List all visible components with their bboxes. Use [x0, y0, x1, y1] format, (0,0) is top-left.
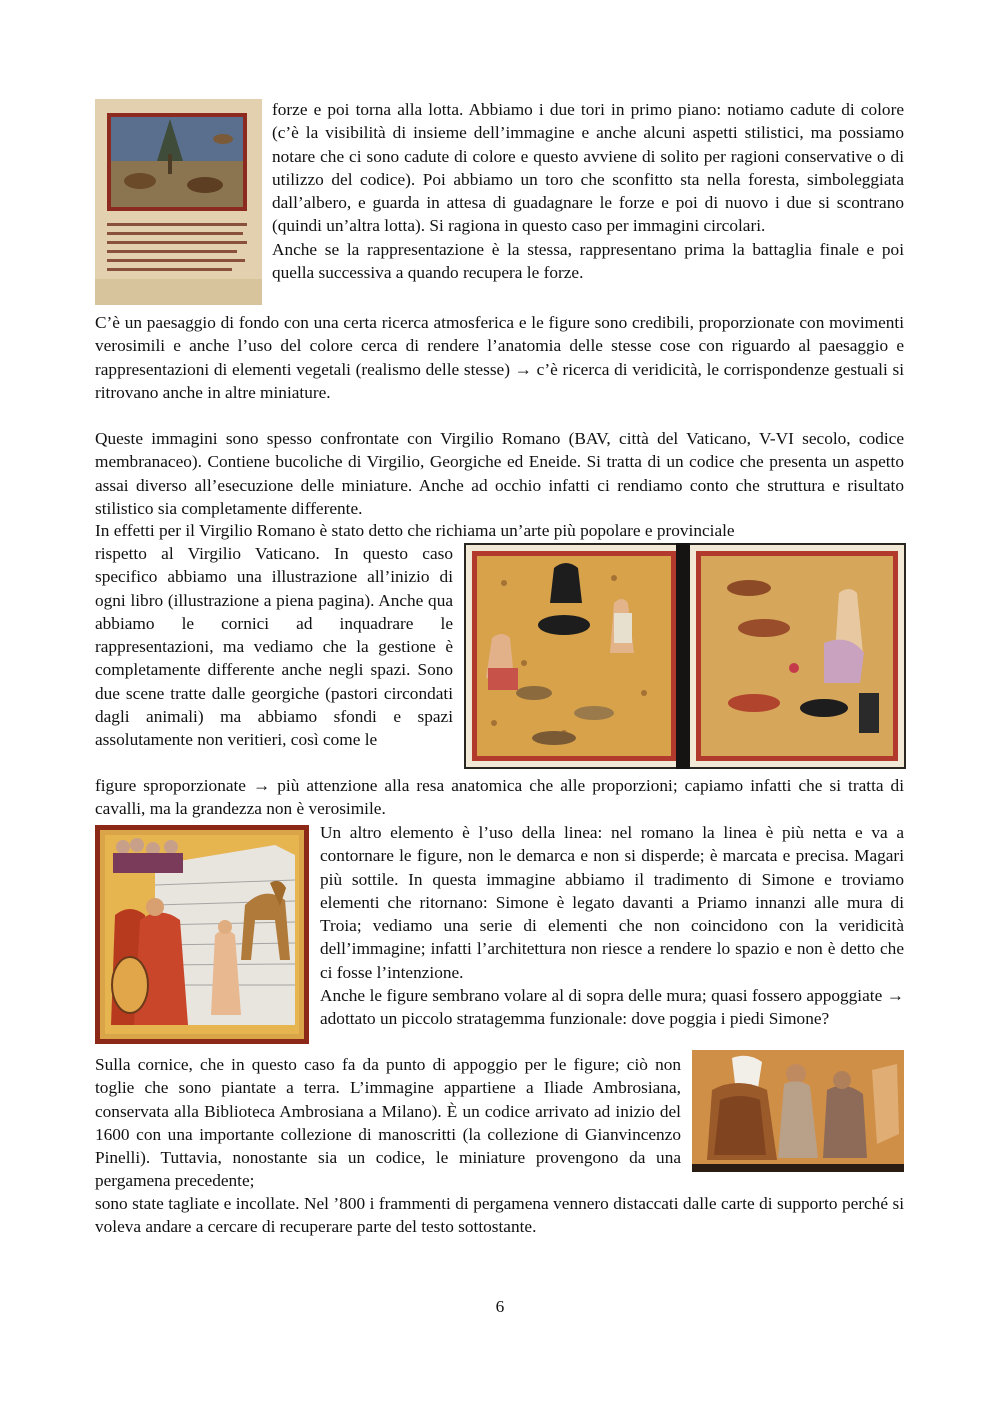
sinon-troy-walls-image — [95, 825, 309, 1044]
paragraph-fragments-text: sono state tagliate e incollate. Nel ’800 i frammenti di pergamena vennero distaccati dalle carte di supporto perché si voleva andare a cercare di recuperare parte del testo sottostante. — [95, 1194, 904, 1237]
ambrosian-iliad-fragment-image — [692, 1050, 904, 1172]
paragraph-landscape-text: C’è un paesaggio di fondo con una certa ricerca atmosferica e le figure sono credibili, proporzionate con movimenti verosimili e anche l’uso del colore cerca di rendere l’anatomia delle stesse cose con riguardo al paesaggio e rappresentazioni di elementi vegetali (realismo delle stesse) → c’è ricerca di veridicità, le corrispondenze gestuali si ritrovano anche in altre miniature. — [95, 313, 904, 402]
paragraph-bulls-description: forze e poi torna alla lotta. Abbiamo i due tori in primo piano: notiamo cadute di colore (c’è la visibilità di insieme dell’immagine e anche alcuni aspetti stilistici, ma possiamo notare che ci sono cadute di colore e questo avviene di solito per ragioni conservative o di utilizzo del codice). Poi abbiamo un toro che sconfitto sta nella foresta, simboleggiata dall’albero, e guarda in attesa di guadagnare le forze e poi di nuovo i due si scontrano (quindi un’altra lotta). Si ragiona in questo caso per immagini circolari. — [272, 100, 904, 236]
paragraph-ambrosiana-wrap — [95, 1053, 681, 1193]
paragraph-fragments — [95, 1192, 904, 1239]
manuscript-bulls-image — [95, 99, 262, 305]
paragraph-popular-art-first-line: In effetti per il Virgilio Romano è stato detto che richiama un’arte più popolare e provinciale — [95, 521, 735, 540]
paragraph-popular-art-wrap — [95, 542, 453, 752]
paragraph-virgilio-romano-text: Queste immagini sono spesso confrontate con Virgilio Romano (BAV, città del Vaticano, V-VI secolo, codice membranaceo). Contiene bucoliche di Virgilio, Georgiche ed Eneide. Si tratta di un codice che presenta un aspetto assai diverso all’esecuzione delle miniature. Anche ad occhio infatti ci rendiamo conto che struttura e risultato stilistico sia completamente differente. — [95, 429, 904, 518]
paragraph-popular-art-top — [95, 519, 904, 542]
paragraph-popular-art-text: rispetto al Virgilio Vaticano. In questo caso specifico abbiamo una illustrazione all’inizio di ogni libro (illustrazione a piena pagina). Anche qua abbiamo le cornici ad inquadrare le rappresentazioni, ma vediamo che la gestione è completamente differente anche negli spazi. Sono due scene tratte dalle georgiche (pastori circondati dagli animali) ma abbiamo sfondi e spazi assolutamente non veritieri, così come le — [95, 544, 453, 750]
paragraph-disproportion-text: figure sproporzionate → più attenzione alla resa anatomica che alle proporzioni; capiamo infatti che si tratta di cavalli, ma la grandezza non è verosimile. — [95, 776, 904, 819]
paragraph-figures-float-text: Anche le figure sembrano volare al di sopra delle mura; quasi fossero appoggiate → adottato un piccolo stratagemma funzionale: dove poggia i piedi Simone? — [320, 986, 904, 1029]
paragraph-bulls-wrap — [272, 98, 904, 284]
paragraph-battle-representation: Anche se la rappresentazione è la stessa, rappresentano prima la battaglia finale e poi quella successiva a quando recupera le forze. — [272, 239, 904, 283]
paragraph-disproportion — [95, 774, 904, 821]
page-number: 6 — [495, 1297, 505, 1316]
paragraph-ambrosiana-text: Sulla cornice, che in questo caso fa da punto di appoggio per le figure; ciò non toglie che sono piantate a terra. L’immagine appartiene a Iliade Ambrosiana, conservata alla Biblioteca Ambrosiana a Milano). È un codice arrivato ad inizio del 1600 con una importante collezione di manoscritti (la collezione di Gianvincenzo Pinelli). Tuttavia, nonostante sia un codice, le miniature provengono da una pergamena precedente; — [95, 1055, 681, 1191]
georgics-pages-image — [464, 543, 906, 769]
paragraph-line-usage-text: Un altro elemento è l’uso della linea: nel romano la linea è più netta e va a contornare le figure, non le demarca e non si disperde; è marcata e precisa. Magari più sottile. In questa immagine abbiamo il tradimento di Simone e troviamo elementi che ritornano: Simone è legato davanti a Priamo innanzi alle mura di Troia; vediamo una serie di elementi che non coincidono con la veridicità dell’immagine; infatti l’architettura non riesce a rendere lo spazio e non è detto che ci fosse l’intenzione. — [320, 823, 904, 982]
paragraph-line-wrap — [320, 821, 904, 1031]
paragraph-landscape — [95, 311, 904, 404]
paragraph-virgilio-romano — [95, 427, 904, 520]
